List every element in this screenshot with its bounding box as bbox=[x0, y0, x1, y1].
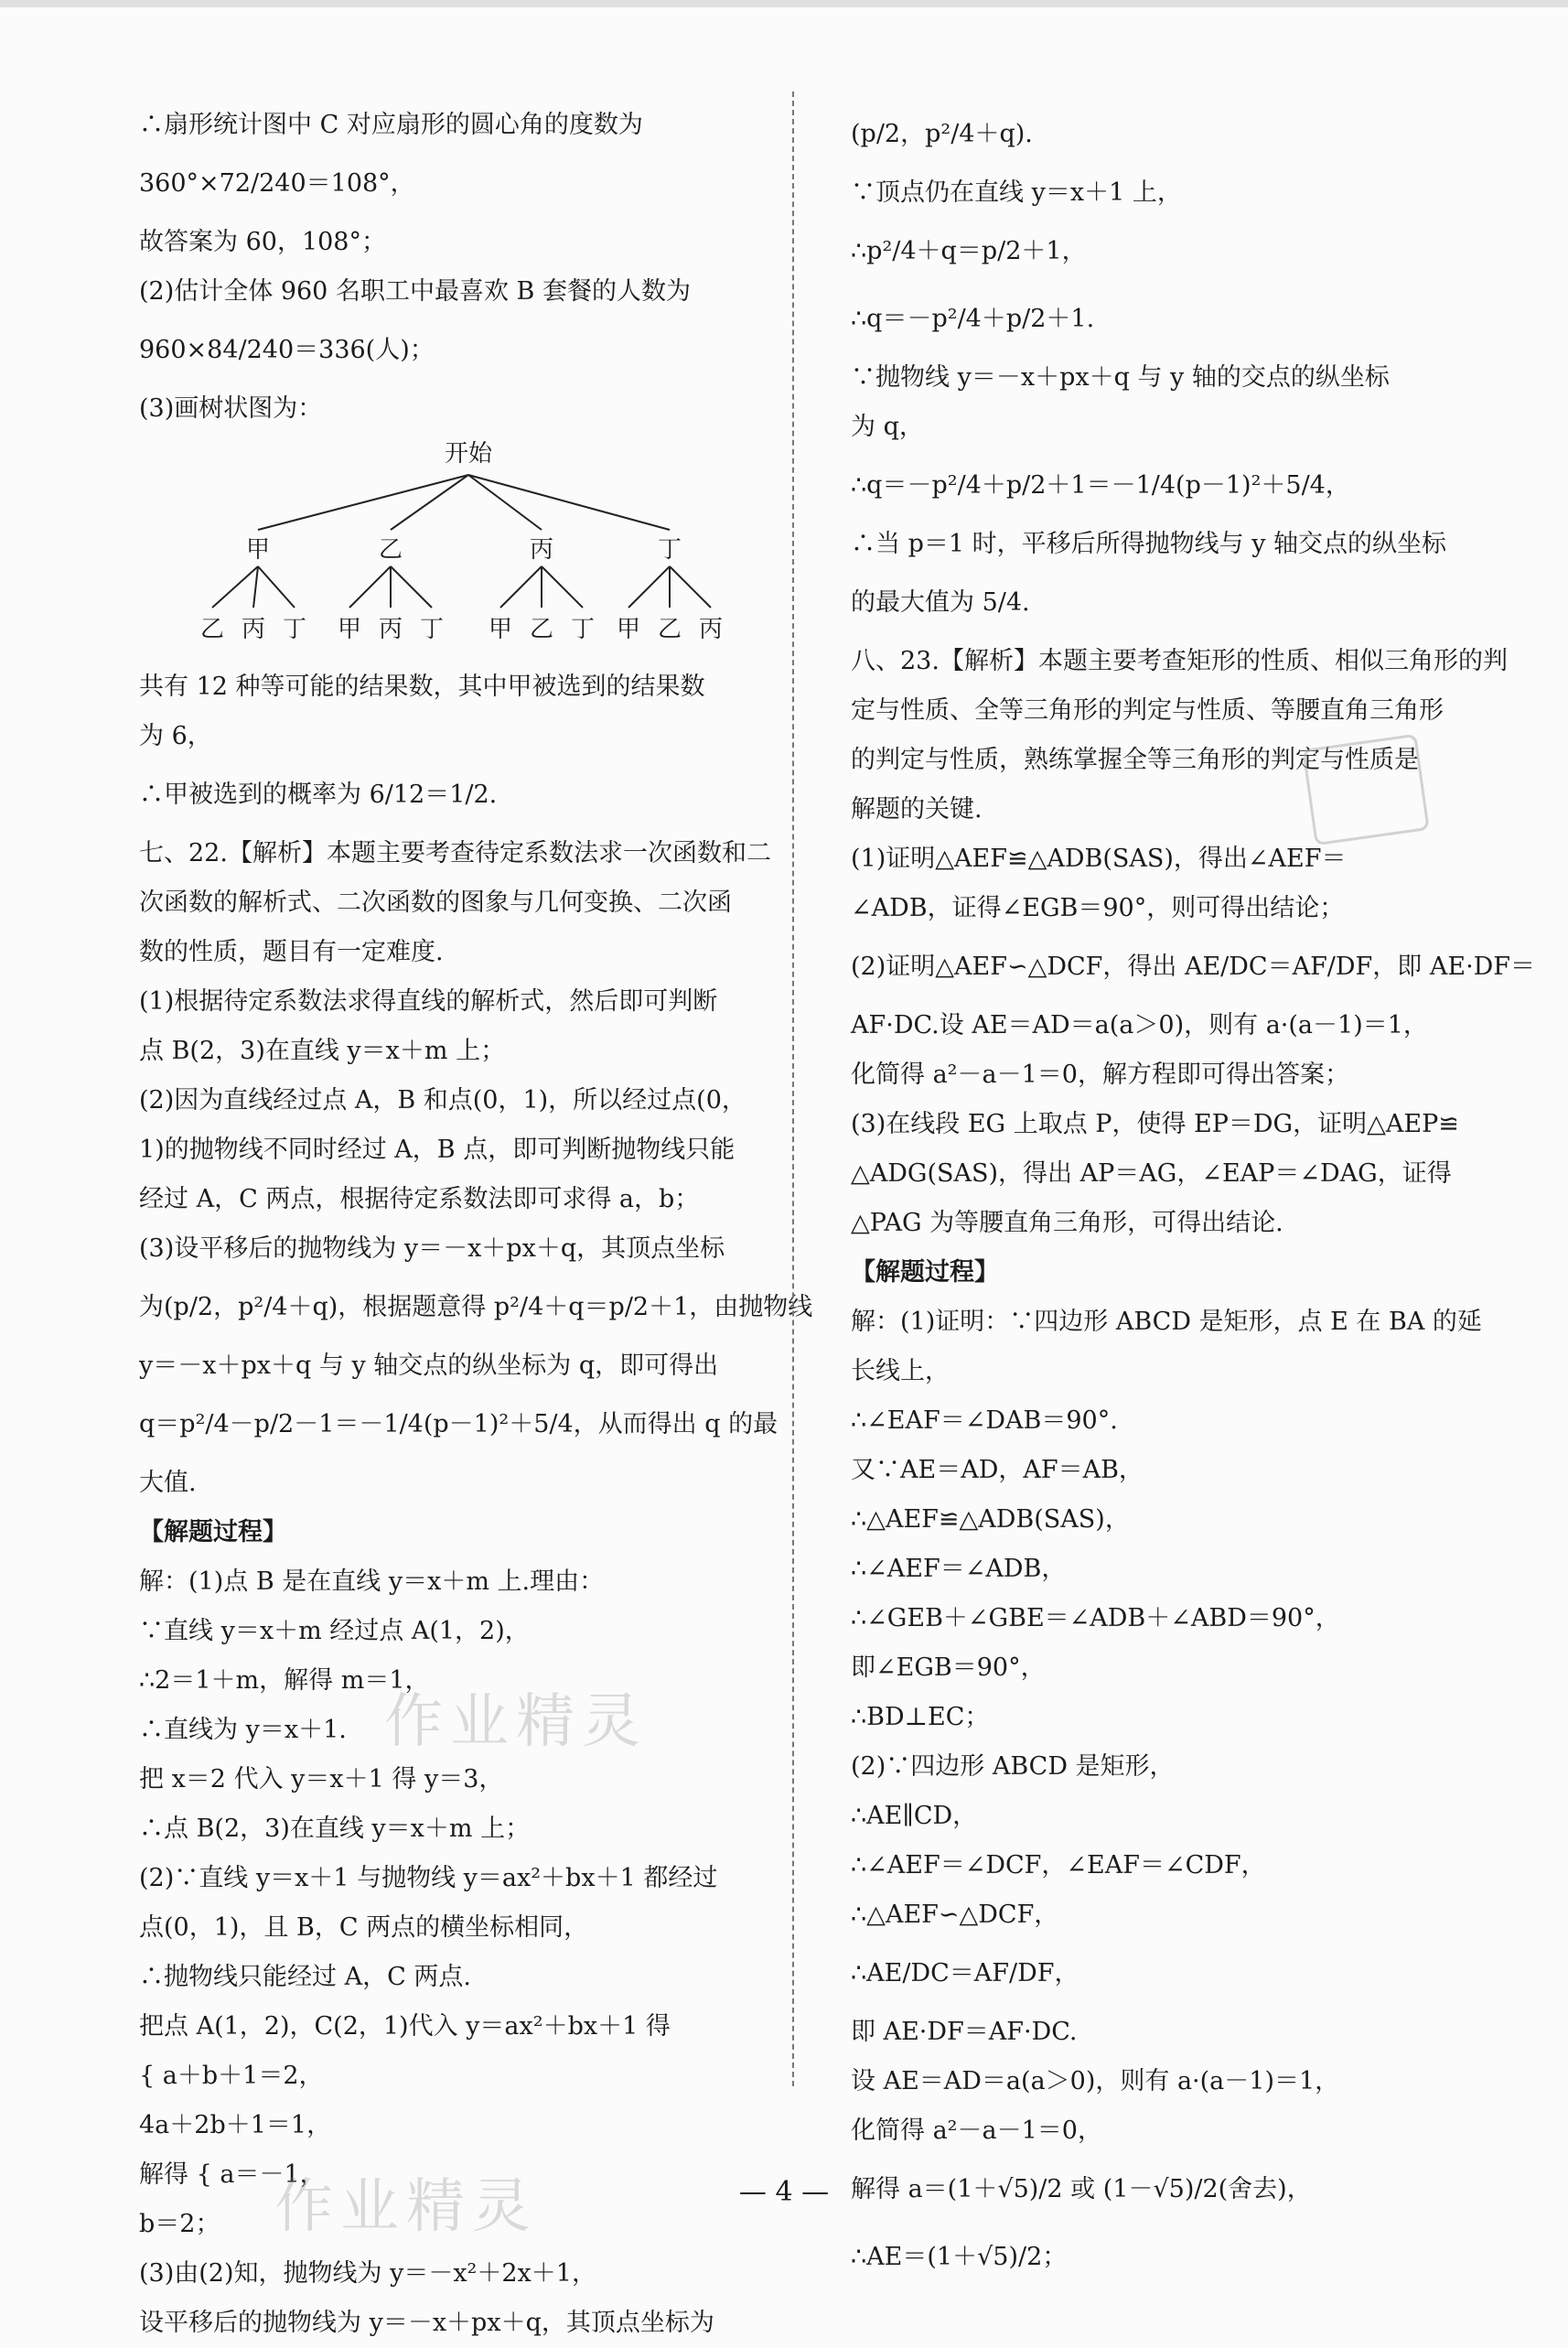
text-line: 次函数的解析式、二次函数的图象与几何变换、二次函 bbox=[139, 889, 732, 917]
text-line: (2)因为直线经过点 A，B 和点(0，1)，所以经过点(0， bbox=[139, 1086, 746, 1115]
text-line: ∵顶点仍在直线 y＝x＋1 上， bbox=[851, 178, 1182, 207]
text-line: 化简得 a²－a－1＝0，解方程即可得出答案； bbox=[851, 1061, 1349, 1089]
text-line: (2)∵直线 y＝x＋1 与抛物线 y＝ax²＋bx＋1 都经过 bbox=[139, 1864, 718, 1892]
text-line: ∴∠EAF＝∠DAB＝90°. bbox=[851, 1406, 1118, 1435]
watermark-text: 作业精灵 bbox=[274, 2173, 538, 2241]
tree-node-l2: 丙 bbox=[698, 616, 724, 643]
text-line: △ADG(SAS)，得出 AP＝AG，∠EAP＝∠DAG，证得 bbox=[851, 1159, 1452, 1188]
tree-node-l2: 乙 bbox=[657, 616, 682, 643]
text-line: (1)根据待定系数法求得直线的解析式，然后即可判断 bbox=[139, 987, 718, 1016]
text-line: ∴q＝－p²/4＋p/2＋1＝－1/4(p－1)²＋5/4， bbox=[851, 471, 1350, 500]
text-line: ∴△AEF∽△DCF， bbox=[851, 1901, 1059, 1929]
text-line: 为 6， bbox=[139, 722, 212, 750]
text-line: AF·DC.设 AE＝AD＝a(a＞0)，则有 a·(a－1)＝1， bbox=[851, 1011, 1428, 1039]
text-line: 960×84/240＝336(人)； bbox=[139, 336, 435, 364]
subsection-heading: 【解题过程】 bbox=[139, 1518, 287, 1546]
tree-node-l1: 丙 bbox=[529, 536, 554, 564]
text-line: 点 B(2，3)在直线 y＝x＋m 上； bbox=[139, 1037, 506, 1065]
tree-node-l2: 丁 bbox=[419, 616, 445, 643]
text-line: 大值. bbox=[139, 1469, 197, 1497]
text-line: (2)证明△AEF∽△DCF，得出 AE/DC＝AF/DF，即 AE·DF＝ bbox=[851, 953, 1536, 981]
text-line: 定与性质、全等三角形的判定与性质、等腰直角三角形 bbox=[851, 696, 1444, 725]
text-line: ∠ADB，证得∠EGB＝90°，则可得出结论； bbox=[851, 894, 1345, 922]
text-line: 又∵AE＝AD，AF＝AB， bbox=[851, 1456, 1144, 1484]
subsection-heading: 【解题过程】 bbox=[851, 1258, 999, 1287]
text-line: 1)的抛物线不同时经过 A，B 点，即可判断抛物线只能 bbox=[139, 1136, 736, 1164]
text-line: 解得 a＝(1＋√5)/2 或 (1－√5)/2(舍去)， bbox=[851, 2175, 1312, 2203]
section-heading: 八、23.【解析】本题主要考查矩形的性质、相似三角形的判 bbox=[851, 647, 1508, 675]
text-line: ∴AE＝(1＋√5)/2； bbox=[851, 2243, 1068, 2271]
text-line: 数的性质，题目有一定难度. bbox=[139, 938, 444, 966]
text-line: q＝p²/4－p/2－1＝－1/4(p－1)²＋5/4，从而得出 q 的最 bbox=[139, 1410, 779, 1438]
text-line: 设 AE＝AD＝a(a＞0)，则有 a·(a－1)＝1， bbox=[851, 2067, 1340, 2095]
text-line: 360°×72/240＝108°， bbox=[139, 169, 415, 198]
text-line: (2)估计全体 960 名职工中最喜欢 B 套餐的人数为 bbox=[139, 277, 691, 306]
text-line: △PAG 为等腰直角三角形，可得出结论. bbox=[851, 1209, 1283, 1237]
tree-node-l2: 甲 bbox=[616, 616, 641, 643]
text-line: ∵抛物线 y＝－x＋px＋q 与 y 轴的交点的纵坐标 bbox=[851, 363, 1390, 392]
text-line: 设平移后的抛物线为 y＝－x＋px＋q，其顶点坐标为 bbox=[139, 2309, 714, 2337]
text-line: ∴∠AEF＝∠ADB， bbox=[851, 1555, 1067, 1583]
watermark-stamp bbox=[1302, 734, 1430, 846]
text-line: ∴直线为 y＝x＋1. bbox=[139, 1716, 347, 1744]
text-line: ∴q＝－p²/4＋p/2＋1. bbox=[851, 305, 1095, 333]
text-line: 把 x＝2 代入 y＝x＋1 得 y＝3， bbox=[139, 1765, 504, 1793]
text-line: ∴甲被选到的概率为 6/12＝1/2. bbox=[139, 781, 498, 809]
column-divider bbox=[792, 92, 794, 2086]
equation-system-line: { a＋b＋1＝2， bbox=[139, 2062, 324, 2090]
text-line: ∴抛物线只能经过 A，C 两点. bbox=[139, 1963, 471, 1991]
text-line: 即∠EGB＝90°， bbox=[851, 1653, 1046, 1682]
page-number: — 4 — bbox=[738, 2176, 830, 2208]
equation-system-line: 解得 { a＝－1， bbox=[139, 2160, 325, 2189]
text-line: 共有 12 种等可能的结果数，其中甲被选到的结果数 bbox=[139, 673, 705, 701]
text-line: (3)画树状图为： bbox=[139, 394, 323, 423]
text-line: ∴p²/4＋q＝p/2＋1， bbox=[851, 237, 1087, 265]
left-column bbox=[139, 101, 813, 2348]
text-line: y＝－x＋px＋q 与 y 轴交点的纵坐标为 q，即可得出 bbox=[139, 1352, 719, 1380]
text-line: 长线上， bbox=[851, 1357, 950, 1385]
text-line: 的最大值为 5/4. bbox=[851, 588, 1030, 617]
text-line: 经过 A，C 两点，根据待定系数法即可求得 a，b； bbox=[139, 1185, 700, 1213]
text-line: 解：(1)点 B 是在直线 y＝x＋m 上.理由： bbox=[139, 1567, 605, 1596]
text-line: (3)由(2)知，抛物线为 y＝－x²＋2x＋1， bbox=[139, 2259, 596, 2288]
text-line: (3)在线段 EG 上取点 P，使得 EP＝DG，证明△AEP≌ bbox=[851, 1110, 1459, 1138]
tree-node-l1: 甲 bbox=[245, 536, 271, 564]
tree-diagram bbox=[139, 434, 779, 662]
text-line: ∴∠GEB＋∠GBE＝∠ADB＋∠ABD＝90°， bbox=[851, 1604, 1340, 1632]
text-line: ∴BD⊥EC； bbox=[851, 1703, 990, 1731]
text-line: 为 q， bbox=[851, 413, 924, 441]
text-line: ∵直线 y＝x＋m 经过点 A(1，2)， bbox=[139, 1617, 530, 1645]
text-line: ∴∠AEF＝∠DCF，∠EAF＝∠CDF， bbox=[851, 1851, 1266, 1879]
tree-root: 开始 bbox=[444, 440, 493, 468]
tree-node-l2: 丁 bbox=[570, 616, 596, 643]
text-line: ∴AE/DC＝AF/DF， bbox=[851, 1959, 1079, 1987]
tree-edges bbox=[212, 475, 711, 608]
top-edge bbox=[0, 0, 1568, 7]
text-line: (1)证明△AEF≌△ADB(SAS)，得出∠AEF＝ bbox=[851, 845, 1347, 873]
text-line: 的判定与性质，熟练掌握全等三角形的判定与性质是 bbox=[851, 746, 1419, 774]
text-line: ∴AE∥CD， bbox=[851, 1802, 978, 1830]
text-line: 解：(1)证明：∵四边形 ABCD 是矩形，点 E 在 BA 的延 bbox=[851, 1308, 1482, 1336]
tree-node-l2: 乙 bbox=[199, 616, 225, 643]
tree-node-l1: 乙 bbox=[378, 536, 403, 564]
text-line: ∴扇形统计图中 C 对应扇形的圆心角的度数为 bbox=[139, 111, 643, 139]
tree-node-l2: 丁 bbox=[282, 616, 307, 643]
text-line: 点(0，1)，且 B，C 两点的横坐标相同， bbox=[139, 1913, 589, 1942]
text-line: (3)设平移后的抛物线为 y＝－x＋px＋q，其顶点坐标 bbox=[139, 1234, 725, 1263]
text-line: (p/2，p²/4＋q). bbox=[851, 120, 1033, 148]
section-heading: 七、22.【解析】本题主要考查待定系数法求一次函数和二 bbox=[139, 839, 771, 867]
equation-system-line: b＝2； bbox=[139, 2210, 220, 2238]
text-line: 解题的关键. bbox=[851, 795, 983, 824]
text-line: 即 AE·DF＝AF·DC. bbox=[851, 2018, 1078, 2046]
text-line: ∴当 p＝1 时，平移后所得抛物线与 y 轴交点的纵坐标 bbox=[851, 530, 1447, 558]
tree-node-l2: 甲 bbox=[488, 616, 513, 643]
text-line: ∴2＝1＋m，解得 m＝1， bbox=[139, 1666, 430, 1695]
text-line: 故答案为 60，108°； bbox=[139, 228, 386, 256]
text-line: 把点 A(1，2)，C(2，1)代入 y＝ax²＋bx＋1 得 bbox=[139, 2012, 671, 2041]
text-line: 为(p/2，p²/4＋q)，根据题意得 p²/4＋q＝p/2＋1，由抛物线 bbox=[139, 1293, 813, 1321]
equation-system-line: 4a＋2b＋1＝1， bbox=[139, 2111, 332, 2139]
tree-node-l1: 丁 bbox=[657, 536, 682, 564]
text-line: ∴△AEF≌△ADB(SAS)， bbox=[851, 1505, 1130, 1534]
tree-node-l2: 甲 bbox=[337, 616, 362, 643]
text-line: ∴点 B(2，3)在直线 y＝x＋m 上； bbox=[139, 1815, 531, 1843]
watermark-text: 作业精灵 bbox=[384, 1688, 648, 1756]
text-line: (2)∵四边形 ABCD 是矩形， bbox=[851, 1752, 1175, 1781]
text-line: 化简得 a²－a－1＝0， bbox=[851, 2116, 1102, 2145]
tree-node-l2: 丙 bbox=[241, 616, 266, 643]
right-column bbox=[851, 101, 1536, 2291]
tree-node-l2: 乙 bbox=[529, 616, 554, 643]
tree-node-l2: 丙 bbox=[378, 616, 403, 643]
